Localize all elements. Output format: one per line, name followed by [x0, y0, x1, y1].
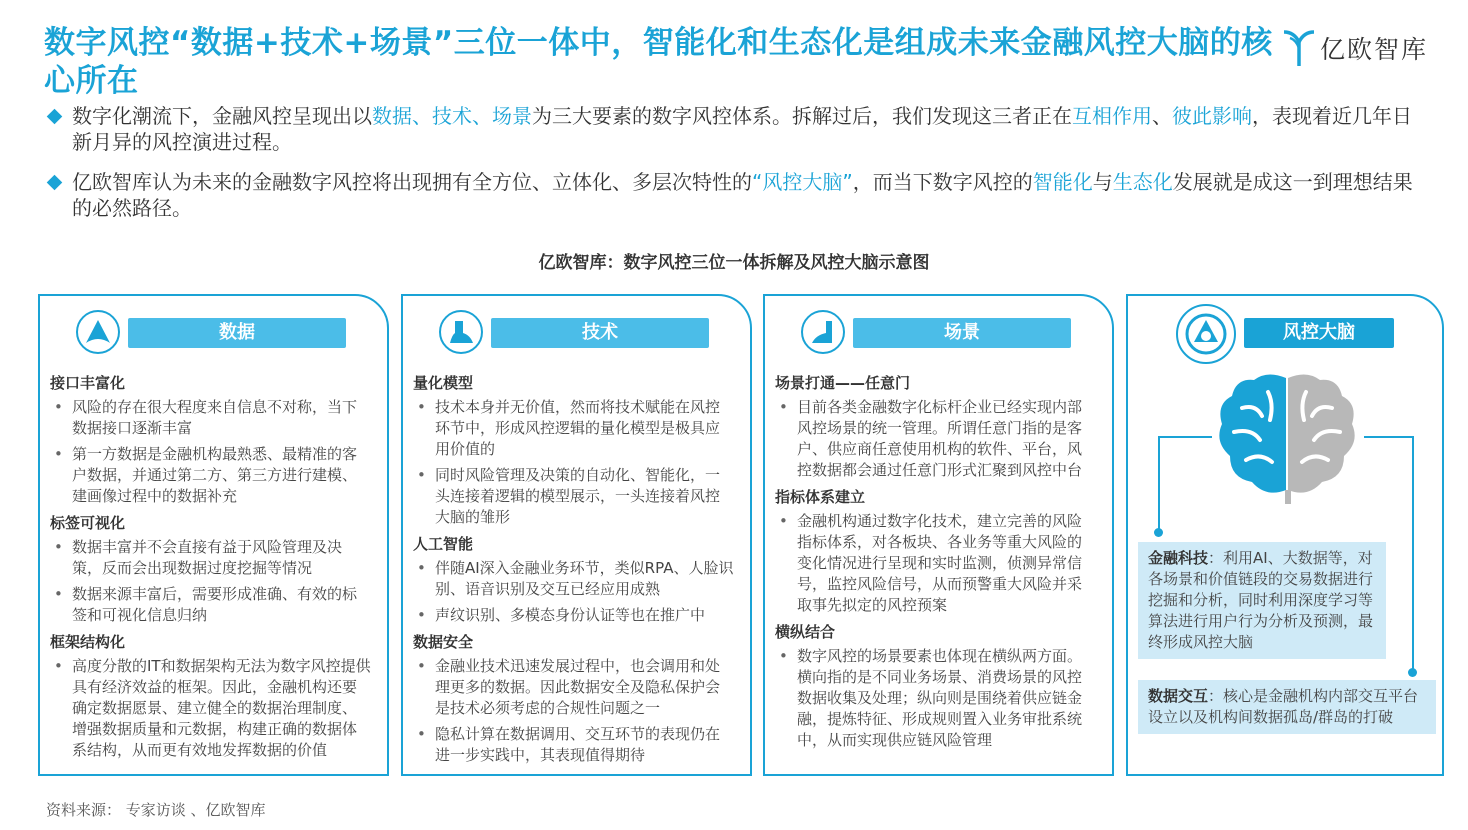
- bullet-text: ，而当下数字风控的: [852, 170, 1033, 194]
- list-item: • 数字风控的场景要素也体现在横纵两方面。横向指的是不同业务场景、消费场景的风控数据收集及处理；纵向则是围绕着供应链金融，提炼特征、形成规则置入业务审批系统中，从而实现供应链风险管理: [775, 646, 1096, 751]
- triangle-icon: [76, 310, 120, 354]
- card-data: [38, 294, 389, 776]
- list-item: • 伴随AI深入金融业务环节，类似RPA、人脸识别、语音识别及交互已经应用成熟: [413, 558, 734, 600]
- card-tech: [401, 294, 752, 776]
- info-box-title: 金融科技: [1148, 549, 1209, 567]
- bullet-text: 亿欧智库认为未来的金融数字风控将出现拥有全方位、立体化、多层次特性的: [72, 170, 752, 194]
- section-title: 指标体系建立: [775, 488, 866, 506]
- bullet-text: 、: [1152, 104, 1172, 128]
- list-item: • 金融机构通过数字化技术，建立完善的风险指标体系，对各板块、各业务等重大风险的变化情况进行呈现和实时监测，侦测异常信号，监控风险信号，从而预警重大风险并采取事先拟定的风控预案: [775, 511, 1096, 616]
- card-body: [50, 370, 371, 766]
- source-note: 资料来源： 专家访谈 、亿欧智库: [46, 801, 266, 819]
- card-scene: [763, 294, 1114, 776]
- bullet-text: 与: [1092, 170, 1113, 194]
- list-item: • 目前各类金融数字化标杆企业已经实现内部风控场景的统一管理。所谓任意门指的是客户、供应商任意使用机构的软件、平台，风控数据都会通过任意门形式汇聚到风控中台: [775, 397, 1096, 481]
- info-box-text: ：核心是金融机构内部交互平台设立以及机构间数据孤岛/群岛的打破: [1148, 687, 1419, 726]
- card-header: [801, 310, 1121, 356]
- tech-shape-icon: [439, 310, 483, 354]
- card-header: [1176, 310, 1468, 356]
- page-title: 数字风控“数据+技术+场景”三位一体中，智能化和生态化是组成未来金融风控大脑的核心所在: [44, 25, 1273, 99]
- card-label: 技术: [491, 318, 709, 348]
- highlight-text: 数据、技术、场景: [372, 104, 532, 128]
- bullet-text: 数字化潮流下，金融风控呈现出以: [72, 104, 372, 128]
- section-title: 接口丰富化: [50, 374, 126, 392]
- section-title: 场景打通——任意门: [775, 374, 911, 392]
- list-item: • 风险的存在很大程度来自信息不对称，当下数据接口逐渐丰富: [50, 397, 371, 439]
- list-item: • 第一方数据是金融机构最熟悉、最精准的客户数据，并通过第二方、第三方进行建模、建画像过程中的数据补充: [50, 444, 371, 507]
- highlight-text: “风控大脑”: [752, 170, 853, 194]
- yiou-logo-icon: [1282, 28, 1316, 68]
- card-label: 数据: [128, 318, 346, 348]
- card-body: [775, 370, 1096, 756]
- intro-bullet: [46, 103, 1426, 155]
- bullet-text: 发展就是成这一到理想结果的必然路径。: [72, 170, 1413, 220]
- card-header: [76, 310, 396, 356]
- bullet-text: ，表现着近几年日新月异的风控演进过程。: [72, 104, 1412, 154]
- connector-line: [1158, 436, 1212, 532]
- diamond-bullet-icon: [47, 175, 63, 191]
- info-box-data-exchange: [1138, 680, 1436, 734]
- card-body: [413, 370, 734, 771]
- diamond-bullet-icon: [47, 109, 63, 125]
- list-item: • 金融业技术迅速发展过程中，也会调用和处理更多的数据。因此数据安全及隐私保护会是技术必须考虑的合规性问题之一: [413, 656, 734, 719]
- section-title: 数据安全: [413, 633, 474, 651]
- brain-logo-icon: [1176, 304, 1236, 364]
- brain-icon: [1212, 368, 1362, 508]
- list-item: • 数据来源丰富后，需要形成准确、有效的标签和可视化信息归纳: [50, 584, 371, 626]
- section-title: 框架结构化: [50, 633, 126, 651]
- section-title: 量化模型: [413, 374, 474, 392]
- list-item: • 技术本身并无价值，然而将技术赋能在风控环节中，形成风控逻辑的量化模型是极具应用价值的: [413, 397, 734, 460]
- connector-dot: [1154, 528, 1163, 537]
- highlight-text: 生态化: [1112, 170, 1173, 194]
- bullet-text: 为三大要素的数字风控体系。拆解过后，我们发现这三者正在: [532, 104, 1072, 128]
- card-risk-brain: [1126, 294, 1444, 776]
- info-box-title: 数据交互: [1148, 687, 1209, 705]
- card-header: [439, 310, 759, 356]
- section-title: 标签可视化: [50, 514, 126, 532]
- logo-text: 亿欧智库: [1320, 35, 1429, 64]
- highlight-text: 互相作用: [1072, 104, 1152, 128]
- figure-title: 亿欧智库：数字风控三位一体拆解及风控大脑示意图: [538, 253, 930, 273]
- info-box-text: ：利用AI、大数据等，对各场景和价值链段的交易数据进行挖掘和分析，同时利用深度学习等算法进行用户行为分析及预测，最终形成风控大脑: [1148, 549, 1374, 651]
- list-item: • 高度分散的IT和数据架构无法为数字风控提供具有经济效益的框架。因此，金融机构还要确定数据愿景、建立健全的数据治理制度、增强数据质量和元数据，构建正确的数据体系结构，从而更有效地发挥数据的价值: [50, 656, 371, 761]
- highlight-text: 智能化: [1032, 170, 1093, 194]
- list-item: • 隐私计算在数据调用、交互环节的表现仍在进一步实践中，其表现值得期待: [413, 724, 734, 766]
- logo: [1282, 26, 1452, 70]
- info-box-fintech: [1138, 542, 1386, 659]
- intro-bullets: [46, 103, 1426, 235]
- section-title: 人工智能: [413, 535, 474, 553]
- list-item: • 同时风险管理及决策的自动化、智能化，一头连接着逻辑的模型展示，一头连接着风控大脑的雏形: [413, 465, 734, 528]
- card-label: 风控大脑: [1244, 318, 1394, 348]
- scene-shape-icon: [801, 310, 845, 354]
- highlight-text: 彼此影响: [1172, 104, 1252, 128]
- intro-bullet: [46, 169, 1426, 221]
- card-label: 场景: [853, 318, 1071, 348]
- section-title: 横纵结合: [775, 623, 836, 641]
- list-item: • 数据丰富并不会直接有益于风险管理及决策，反而会出现数据过度挖掘等情况: [50, 537, 371, 579]
- connector-dot: [1408, 668, 1417, 677]
- list-item: • 声纹识别、多模态身份认证等也在推广中: [413, 605, 734, 626]
